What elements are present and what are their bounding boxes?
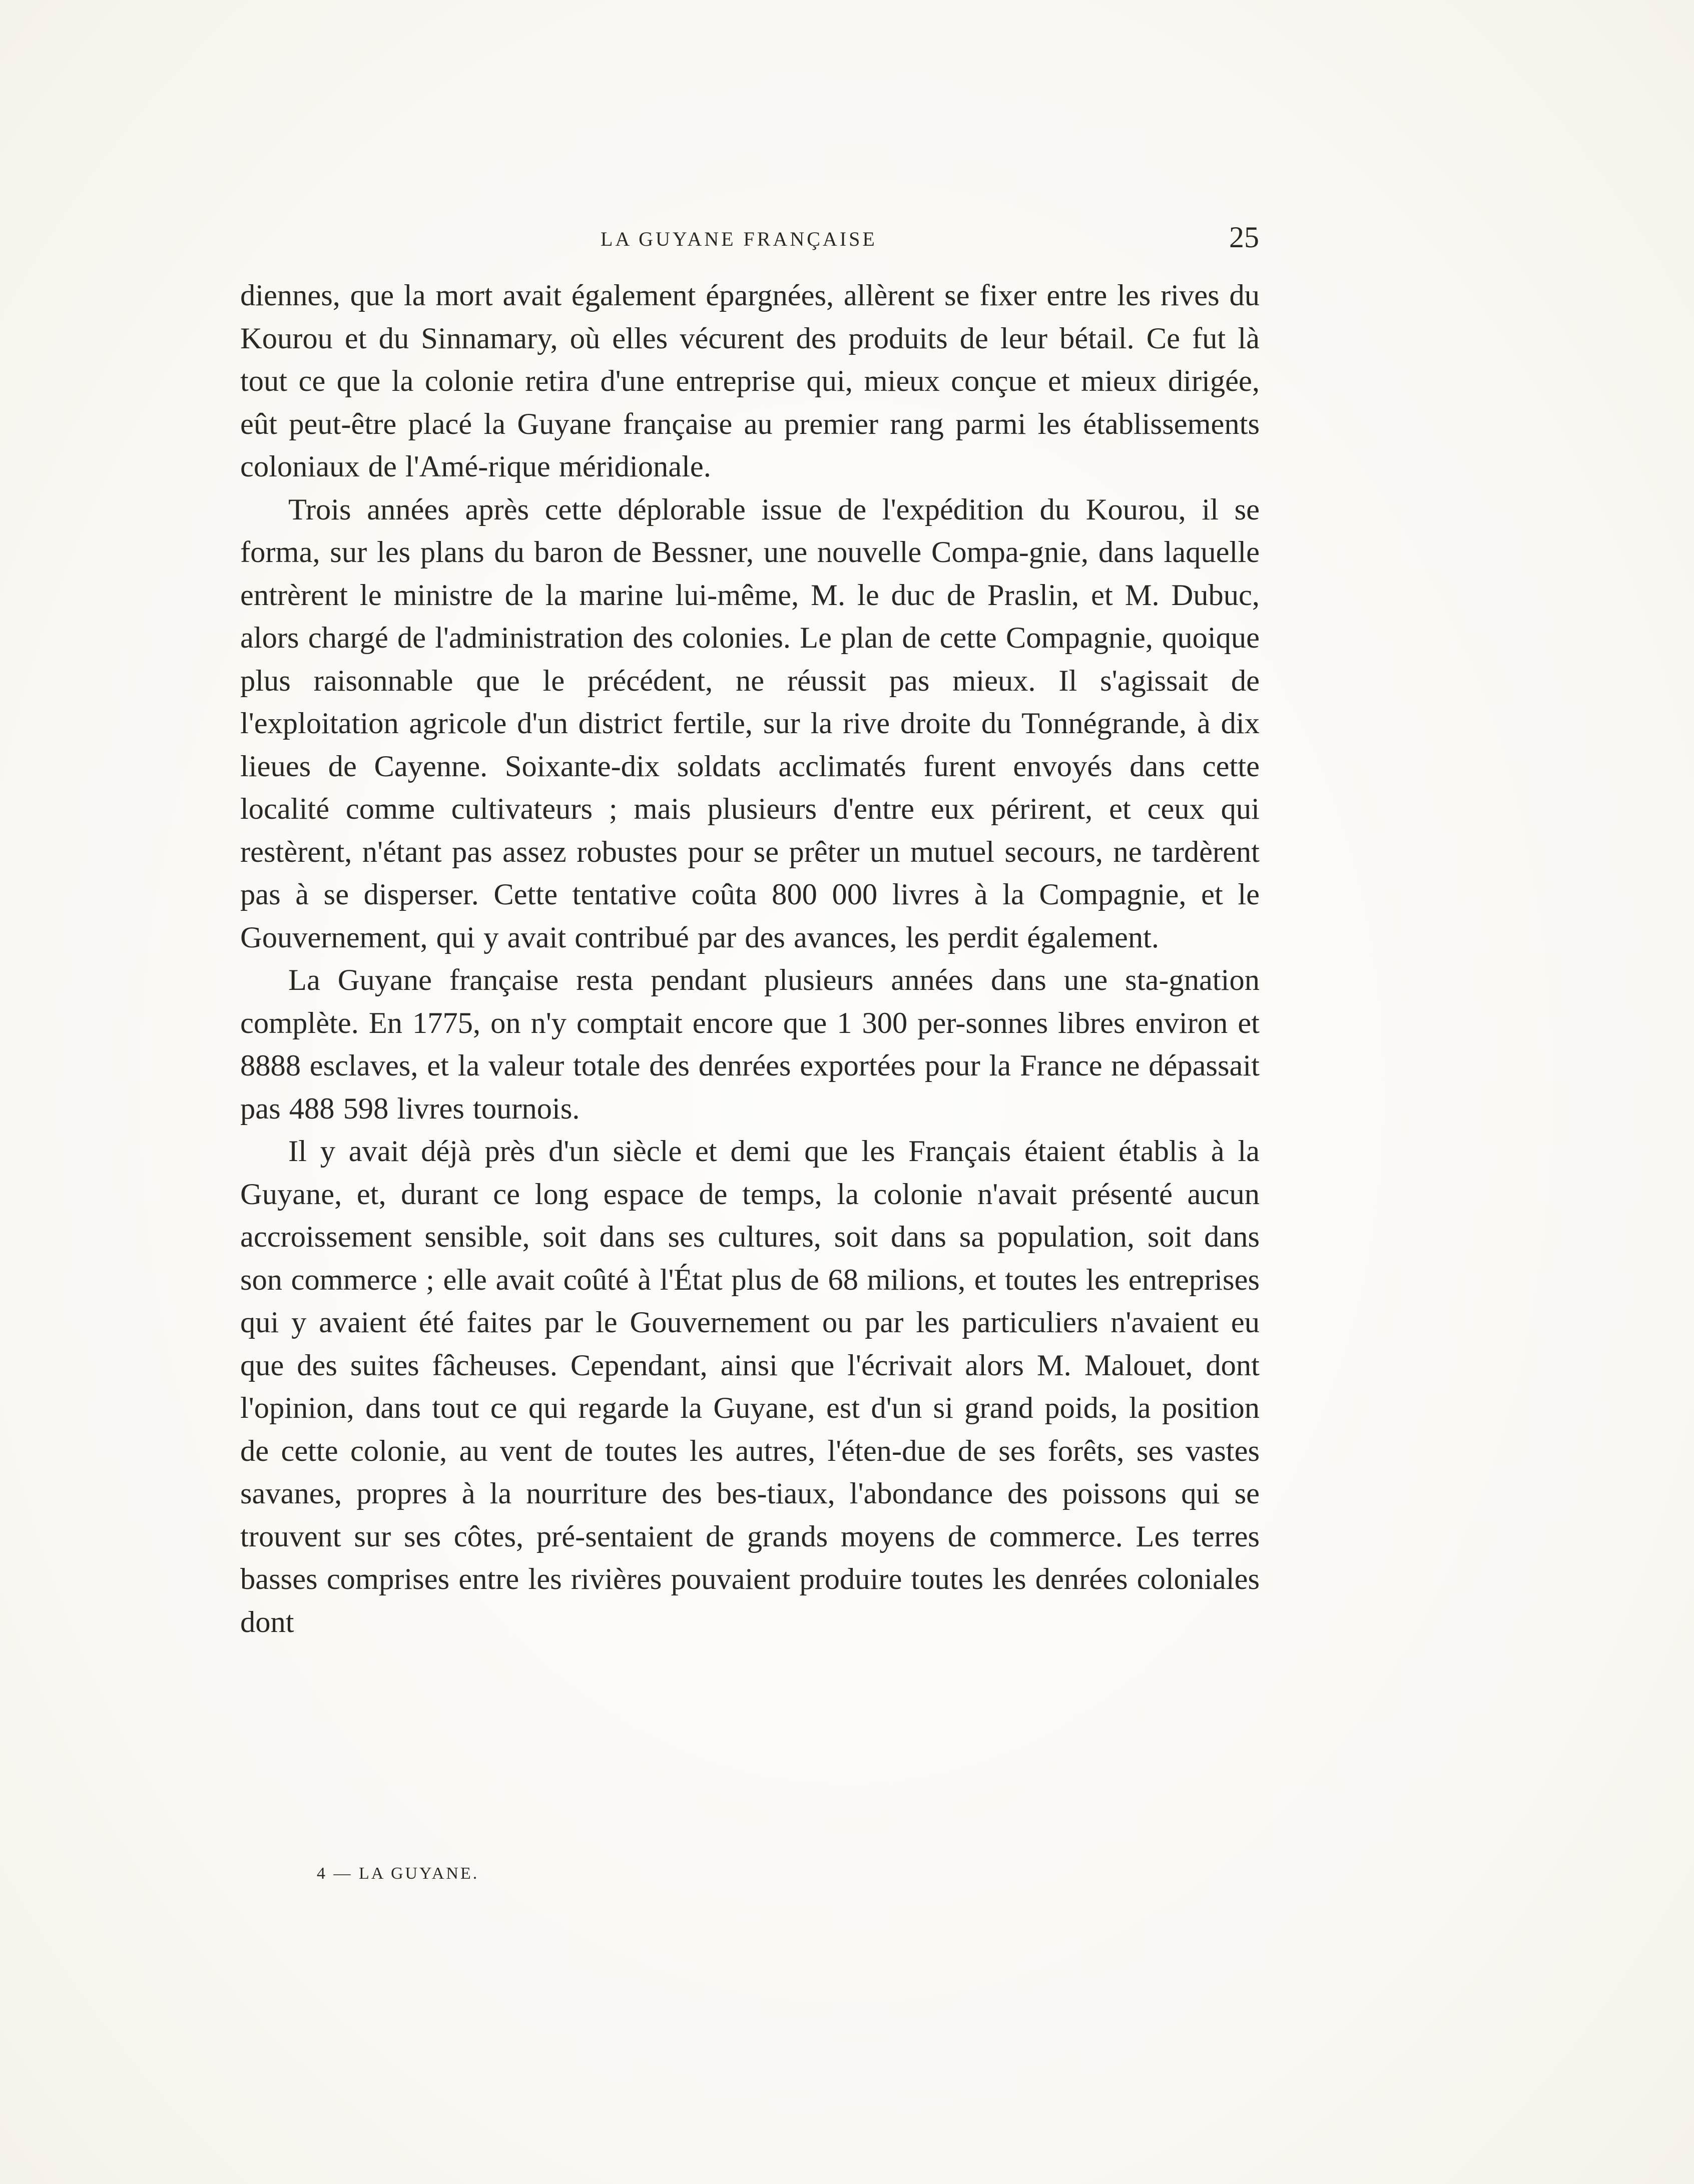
paragraph-stagnation: La Guyane française resta pendant plusieurs années dans une sta-gnation complète. En 1775, on n'y comptait encore que 1 300 per-sonnes libres environ et 8888 esclaves, et la valeur totale des denrées exportées pour la France ne dépassait pas 488 598 livres tournois. — [240, 963, 1260, 1126]
paragraph-compagnie-bessner: Trois années après cette déplorable issue de l'expédition du Kourou, il se forma, sur les plans du baron de Bessner, une nouvelle Compa-gnie, dans laquelle entrèrent le ministre de la marine lui-même, M. le duc de Praslin, et M. Dubuc, alors chargé de l'administration des colonies. Le plan de cette Compagnie, quoique plus raisonnable que le précédent, ne réussit pas mieux. Il s'agissait de l'exploitation agricole d'un district fertile, sur la rive droite du Tonnégrande, à dix lieues de Cayenne. Soixante-dix soldats acclimatés furent envoyés dans cette localité comme cultivateurs ; mais plusieurs d'entre eux périrent, et ceux qui restèrent, n'étant pas assez robustes pour se prêter un mutuel secours, ne tardèrent pas à se disperser. Cette tentative coûta 800 000 livres à la Compagnie, et le Gouvernement, qui y avait contribué par des avances, les perdit également. — [240, 492, 1260, 954]
running-title: LA GUYANE FRANÇAISE — [601, 228, 877, 250]
body-text — [240, 274, 1260, 1644]
page-number: 25 — [1229, 221, 1259, 254]
paragraph-malouet: Il y avait déjà près d'un siècle et demi que les Français étaient établis à la Guyane, et, durant ce long espace de temps, la colonie n'avait présenté aucun accroissement sensible, soit dans ses cultures, soit dans sa population, soit dans son commerce ; elle avait coûté à l'État plus de 68 milions, et toutes les entreprises qui y avaient été faites par le Gouvernement ou par les particuliers n'avaient eu que des suites fâcheuses. Cependant, ainsi que l'écrivait alors M. Malouet, dont l'opinion, dans tout ce qui regarde la Guyane, est d'un si grand poids, la position de cette colonie, au vent de toutes les autres, l'éten-due de ses forêts, ses vastes savanes, propres à la nourriture des bes-tiaux, l'abondance des poissons qui se trouvent sur ses côtes, pré-sentaient de grands moyens de commerce. Les terres basses comprises entre les rivières pouvaient produire toutes les denrées coloniales dont — [240, 1135, 1260, 1639]
page-header — [601, 220, 1259, 260]
signature-mark: 4 — LA GUYANE. — [317, 1864, 479, 1883]
paragraph-continued: diennes, que la mort avait également épargnées, allèrent se fixer entre les rives du Kourou et du Sinnamary, où elles vécurent des produits de leur bétail. Ce fut là tout ce que la colonie retira d'une entreprise qui, mieux conçue et mieux dirigée, eût peut-être placé la Guyane française au premier rang parmi les établissements coloniaux de l'Amé-rique méridionale. — [240, 279, 1260, 483]
